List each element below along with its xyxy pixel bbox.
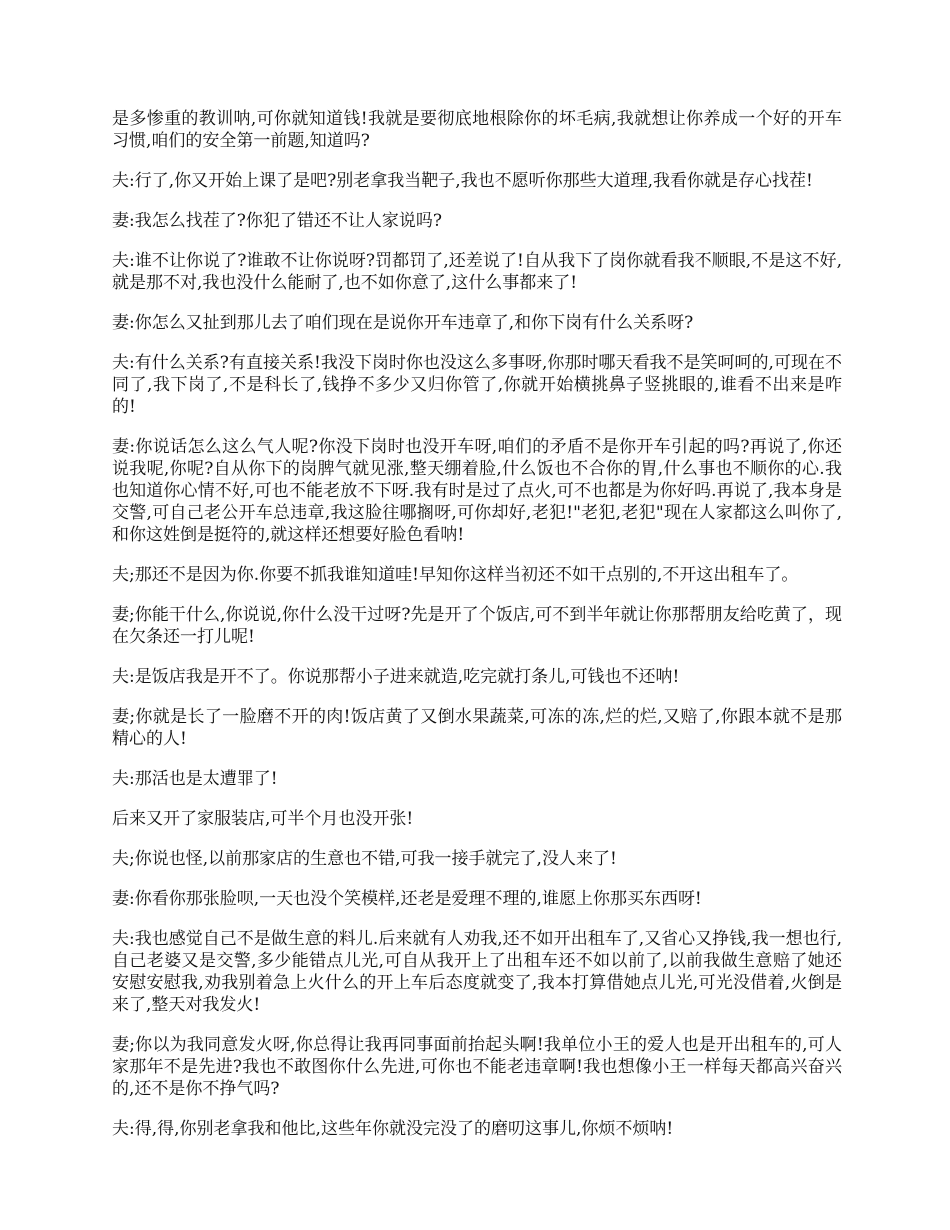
paragraph: 夫;那还不是因为你.你要不抓我谁知道哇!早知你这样当初还不如干点别的,不开这出租车了。: [112, 565, 799, 585]
paragraph: 妻;你能干什么,你说说,你什么没干过呀?先是开了个饭店,可不到半年就让你那帮朋友给吃黄了，现在欠条还一打儿呢!: [112, 605, 842, 647]
paragraph: 夫:行了,你又开始上课了是吧?别老拿我当靶子,我也不愿听你那些大道理,我看你就是存心找茬!: [112, 171, 813, 191]
paragraph: 妻;你以为我同意发火呀,你总得让我再同事面前抬起头啊!我单位小王的爱人也是开出租车的,可人家那年不是先进?我也不敢图你什么先进,可你也不能老违章啊!我也想像小王一样每天都高兴奋兴的,还不是你不挣气吗?: [112, 1035, 842, 1099]
paragraph: 是多惨重的教训呐,可你就知道钱!我就是要彻底地根除你的坏毛病,我就想让你养成一个好的开车习惯,咱们的安全第一前题,知道吗?: [112, 109, 842, 151]
paragraph: 夫:那活也是太遭罪了!: [112, 769, 278, 789]
paragraph: 夫:得,得,你别老拿我和他比,这些年你就没完没了的磨叨这事儿,你烦不烦呐!: [112, 1119, 674, 1139]
paragraph: 后来又开了家服装店,可半个月也没开张!: [112, 809, 414, 829]
paragraph: 妻:我怎么找茬了?你犯了错还不让人家说吗?: [112, 211, 442, 231]
paragraph: 妻:你说话怎么这么气人呢?你没下岗时也没开车呀,咱们的矛盾不是你开车引起的吗?再说了,你还说我呢,你呢?自从你下的岗脾气就见涨,整天绷着脸,什么饭也不合你的胃,什么事也不顺你的心.我也知道你心情不好,可也不能老放不下呀.我有时是过了点火,可不也都是为你好吗.再说了,我本身是交警,可自己老公开车总违章,我这脸往哪搁呀,可你却好,老犯!"老犯,老犯"现在人家都这么叫你了,和你这姓倒是挺符的,就这样还想要好脸色看呐!: [112, 437, 842, 545]
paragraph: 夫:是饭店我是开不了。你说那帮小子进来就造,吃完就打条儿,可钱也不还呐!: [112, 667, 680, 687]
paragraph: 夫;你说也怪,以前那家店的生意也不错,可我一接手就完了,没人来了!: [112, 849, 617, 869]
paragraph: 妻:你看你那张脸呗,一天也没个笑模样,还老是爱理不理的,谁愿上你那买东西呀!: [112, 889, 702, 909]
paragraph: 妻;你就是长了一脸磨不开的肉!饭店黄了又倒水果蔬菜,可冻的冻,烂的烂,又赔了,你跟本就不是那精心的人!: [112, 707, 842, 749]
paragraph: 夫:谁不让你说了?谁敢不让你说呀?罚都罚了,还差说了!自从我下了岗你就看我不顺眼,不是这不好,就是那不对,我也没什么能耐了,也不如你意了,这什么事都来了!: [112, 251, 842, 293]
document-body: [112, 108, 842, 1158]
paragraph: 夫:我也感觉自己不是做生意的料儿.后来就有人劝我,还不如开出租车了,又省心又挣钱,我一想也行,自己老婆又是交警,多少能错点儿光,可自从我开上了出租车还不如以前了,以前我做生意赔了她还安慰安慰我,劝我别着急上火什么的开上车后态度就变了,我本打算借她点儿光,可光没借着,火倒是来了,整天对我发火!: [112, 929, 842, 1015]
paragraph: 妻:你怎么又扯到那儿去了咱们现在是说你开车违章了,和你下岗有什么关系呀?: [112, 313, 694, 333]
paragraph: 夫:有什么关系?有直接关系!我没下岗时你也没这么多事呀,你那时哪天看我不是笑呵呵的,可现在不同了,我下岗了,不是科长了,钱挣不多少又归你管了,你就开始横挑鼻子竖挑眼的,谁看不出来是咋的!: [112, 353, 842, 417]
